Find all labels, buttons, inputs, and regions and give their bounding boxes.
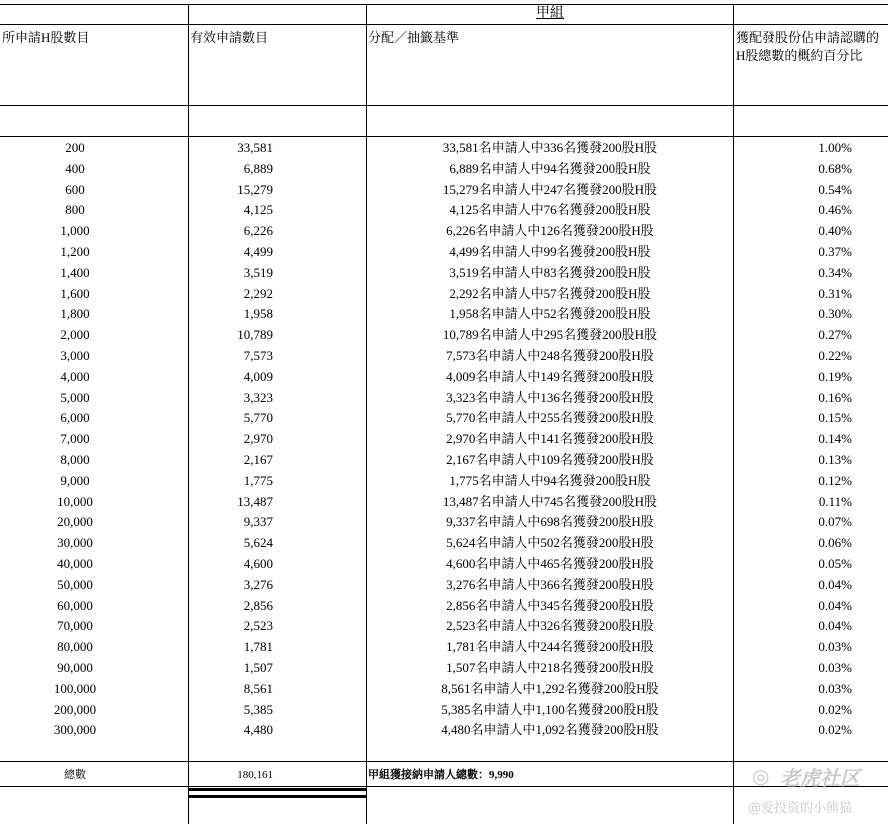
cell-valid-applications: 5,624 xyxy=(243,535,273,550)
cell-allotment-percentage: 0.03% xyxy=(818,681,852,696)
cell-shares-applied: 70,000 xyxy=(57,618,93,633)
cell-allotment-percentage: 0.12% xyxy=(818,473,852,488)
cell-shares-applied: 30,000 xyxy=(57,535,93,550)
cell-valid-applications: 1,781 xyxy=(243,639,273,654)
cell-valid-applications: 9,337 xyxy=(243,514,273,529)
cell-allocation-basis: 2,167名申請人中109名獲發200股H股 xyxy=(446,452,654,467)
cell-allocation-basis: 4,600名申請人中465名獲發200股H股 xyxy=(446,556,654,571)
cell-shares-applied: 6,000 xyxy=(60,410,90,425)
cell-shares-applied: 40,000 xyxy=(57,556,93,571)
cell-allocation-basis: 1,507名申請人中218名獲發200股H股 xyxy=(446,660,654,675)
cell-allotment-percentage: 0.27% xyxy=(818,327,852,342)
cell-allocation-basis: 1,775名申請人中94名獲發200股H股 xyxy=(449,473,651,488)
watermark-brand: 老虎社区 xyxy=(780,766,860,790)
cell-shares-applied: 200,000 xyxy=(53,702,97,717)
cell-shares-applied: 600 xyxy=(65,182,85,197)
cell-allotment-percentage: 0.54% xyxy=(818,182,852,197)
cell-allotment-percentage: 0.04% xyxy=(818,618,852,633)
cell-valid-applications: 8,561 xyxy=(243,681,273,696)
cell-allotment-percentage: 0.04% xyxy=(818,577,852,592)
cell-allocation-basis: 6,889名申請人中94名獲發200股H股 xyxy=(449,161,651,176)
cell-allotment-percentage: 0.07% xyxy=(818,514,852,529)
cell-allotment-percentage: 0.02% xyxy=(818,722,852,737)
cell-allocation-basis: 4,125名申請人中76名獲發200股H股 xyxy=(449,202,651,217)
cell-allotment-percentage: 0.40% xyxy=(818,223,852,238)
cell-valid-applications: 6,226 xyxy=(243,223,273,238)
cell-shares-applied: 1,800 xyxy=(60,306,90,321)
double-underline-top xyxy=(188,788,366,791)
double-underline-bottom xyxy=(188,795,366,798)
group-total-applicants: 甲組獲接納申請人總數：9,990 xyxy=(368,769,514,781)
cell-valid-applications: 5,770 xyxy=(243,410,273,425)
cell-shares-applied: 90,000 xyxy=(57,660,93,675)
cell-allocation-basis: 5,385名申請人中1,100名獲發200股H股 xyxy=(441,702,659,717)
cell-allotment-percentage: 0.02% xyxy=(818,702,852,717)
cell-shares-applied: 3,000 xyxy=(60,348,90,363)
cell-shares-applied: 1,000 xyxy=(60,223,90,238)
cell-valid-applications: 4,125 xyxy=(243,202,273,217)
cell-valid-applications: 1,775 xyxy=(243,473,273,488)
cell-valid-applications: 4,480 xyxy=(243,722,273,737)
cell-valid-applications: 15,279 xyxy=(237,182,273,197)
cell-allocation-basis: 2,292名申請人中57名獲發200股H股 xyxy=(449,286,651,301)
cell-valid-applications: 2,970 xyxy=(243,431,273,446)
cell-allocation-basis: 15,279名申請人中247名獲發200股H股 xyxy=(442,182,658,197)
cell-shares-applied: 800 xyxy=(65,202,85,217)
total-applications: 180,161 xyxy=(237,769,273,781)
cell-allotment-percentage: 0.31% xyxy=(818,286,852,301)
cell-valid-applications: 1,507 xyxy=(243,660,273,675)
total-top-rule xyxy=(0,761,888,762)
cell-valid-applications: 6,889 xyxy=(243,161,273,176)
cell-allocation-basis: 33,581名申請人中336名獲發200股H股 xyxy=(442,140,658,155)
cell-allocation-basis: 5,624名申請人中502名獲發200股H股 xyxy=(446,535,654,550)
cell-allocation-basis: 4,499名申請人中99名獲發200股H股 xyxy=(449,244,651,259)
cell-allocation-basis: 13,487名申請人中745名獲發200股H股 xyxy=(442,494,658,509)
cell-allocation-basis: 9,337名申請人中698名獲發200股H股 xyxy=(446,514,654,529)
total-label: 總數 xyxy=(64,769,86,781)
cell-allotment-percentage: 0.16% xyxy=(818,390,852,405)
header-bottom-rule xyxy=(0,105,888,106)
cell-shares-applied: 300,000 xyxy=(53,722,97,737)
cell-allotment-percentage: 0.03% xyxy=(818,639,852,654)
cell-allocation-basis: 3,276名申請人中366名獲發200股H股 xyxy=(446,577,654,592)
cell-shares-applied: 200 xyxy=(65,140,85,155)
cell-valid-applications: 10,789 xyxy=(237,327,273,342)
cell-allotment-percentage: 0.68% xyxy=(818,161,852,176)
cell-allocation-basis: 4,009名申請人中149名獲發200股H股 xyxy=(446,369,654,384)
cell-allocation-basis: 3,519名申請人中83名獲發200股H股 xyxy=(449,265,651,280)
cell-allotment-percentage: 0.11% xyxy=(818,494,852,509)
cell-allotment-percentage: 0.37% xyxy=(818,244,852,259)
header-allocation-basis: 分配／抽籤基準 xyxy=(368,30,460,45)
cell-allotment-percentage: 0.19% xyxy=(818,369,852,384)
cell-allocation-basis: 7,573名申請人中248名獲發200股H股 xyxy=(446,348,654,363)
header-allotment-percentage: 獲配發股份佔申請認購的H股總數的概約百分比 xyxy=(736,30,880,63)
cell-shares-applied: 100,000 xyxy=(53,681,97,696)
cell-allocation-basis: 10,789名申請人中295名獲發200股H股 xyxy=(442,327,658,342)
cell-shares-applied: 60,000 xyxy=(57,598,93,613)
cell-allotment-percentage: 0.13% xyxy=(818,452,852,467)
cell-allotment-percentage: 1.00% xyxy=(818,140,852,155)
cell-shares-applied: 400 xyxy=(65,161,85,176)
cell-shares-applied: 9,000 xyxy=(60,473,90,488)
cell-shares-applied: 5,000 xyxy=(60,390,90,405)
cell-allotment-percentage: 0.22% xyxy=(818,348,852,363)
cell-allotment-percentage: 0.14% xyxy=(818,431,852,446)
cell-allocation-basis: 3,323名申請人中136名獲發200股H股 xyxy=(446,390,654,405)
cell-valid-applications: 3,276 xyxy=(243,577,273,592)
cell-allocation-basis: 5,770名申請人中255名獲發200股H股 xyxy=(446,410,654,425)
header-shares-applied: 所申請H股數目 xyxy=(2,30,90,45)
body-top-rule xyxy=(0,136,888,137)
cell-valid-applications: 13,487 xyxy=(237,494,273,509)
cell-allotment-percentage: 0.34% xyxy=(818,265,852,280)
cell-valid-applications: 5,385 xyxy=(243,702,273,717)
cell-allotment-percentage: 0.06% xyxy=(818,535,852,550)
cell-valid-applications: 33,581 xyxy=(237,140,273,155)
cell-shares-applied: 7,000 xyxy=(60,431,90,446)
cell-allocation-basis: 1,958名申請人中52名獲發200股H股 xyxy=(449,306,651,321)
header-valid-applications: 有效申請數目 xyxy=(190,30,269,45)
cell-allotment-percentage: 0.46% xyxy=(818,202,852,217)
cell-allocation-basis: 8,561名申請人中1,292名獲發200股H股 xyxy=(441,681,659,696)
cell-allocation-basis: 1,781名申請人中244名獲發200股H股 xyxy=(446,639,654,654)
cell-allotment-percentage: 0.05% xyxy=(818,556,852,571)
cell-shares-applied: 20,000 xyxy=(57,514,93,529)
cell-allotment-percentage: 0.15% xyxy=(818,410,852,425)
cell-shares-applied: 4,000 xyxy=(60,369,90,384)
cell-valid-applications: 2,167 xyxy=(243,452,273,467)
cell-valid-applications: 1,958 xyxy=(243,306,273,321)
cell-shares-applied: 2,000 xyxy=(60,327,90,342)
cell-shares-applied: 8,000 xyxy=(60,452,90,467)
cell-allotment-percentage: 0.30% xyxy=(818,306,852,321)
cell-valid-applications: 7,573 xyxy=(243,348,273,363)
cell-valid-applications: 3,323 xyxy=(243,390,273,405)
cell-valid-applications: 4,499 xyxy=(243,244,273,259)
cell-shares-applied: 1,600 xyxy=(60,286,90,301)
cell-allocation-basis: 2,523名申請人中326名獲發200股H股 xyxy=(446,618,654,633)
cell-valid-applications: 2,523 xyxy=(243,618,273,633)
cell-allocation-basis: 4,480名申請人中1,092名獲發200股H股 xyxy=(441,722,659,737)
cell-valid-applications: 4,600 xyxy=(243,556,273,571)
cell-allotment-percentage: 0.03% xyxy=(818,660,852,675)
cell-allocation-basis: 2,856名申請人中345名獲發200股H股 xyxy=(446,598,654,613)
cell-shares-applied: 80,000 xyxy=(57,639,93,654)
cell-allocation-basis: 6,226名申請人中126名獲發200股H股 xyxy=(446,223,654,238)
cell-valid-applications: 2,856 xyxy=(243,598,273,613)
cell-valid-applications: 4,009 xyxy=(243,369,273,384)
group-title: 甲組 xyxy=(536,6,564,21)
watermark-author: @爱投资的小熊猫 xyxy=(748,801,853,816)
tiger-logo-icon: ◎ xyxy=(752,764,770,788)
cell-shares-applied: 1,400 xyxy=(60,265,90,280)
cell-allotment-percentage: 0.04% xyxy=(818,598,852,613)
group-title-rule xyxy=(0,24,888,25)
cell-valid-applications: 2,292 xyxy=(243,286,273,301)
cell-shares-applied: 50,000 xyxy=(57,577,93,592)
cell-valid-applications: 3,519 xyxy=(243,265,273,280)
cell-shares-applied: 10,000 xyxy=(57,494,93,509)
cell-allocation-basis: 2,970名申請人中141名獲發200股H股 xyxy=(446,431,654,446)
cell-shares-applied: 1,200 xyxy=(60,244,90,259)
